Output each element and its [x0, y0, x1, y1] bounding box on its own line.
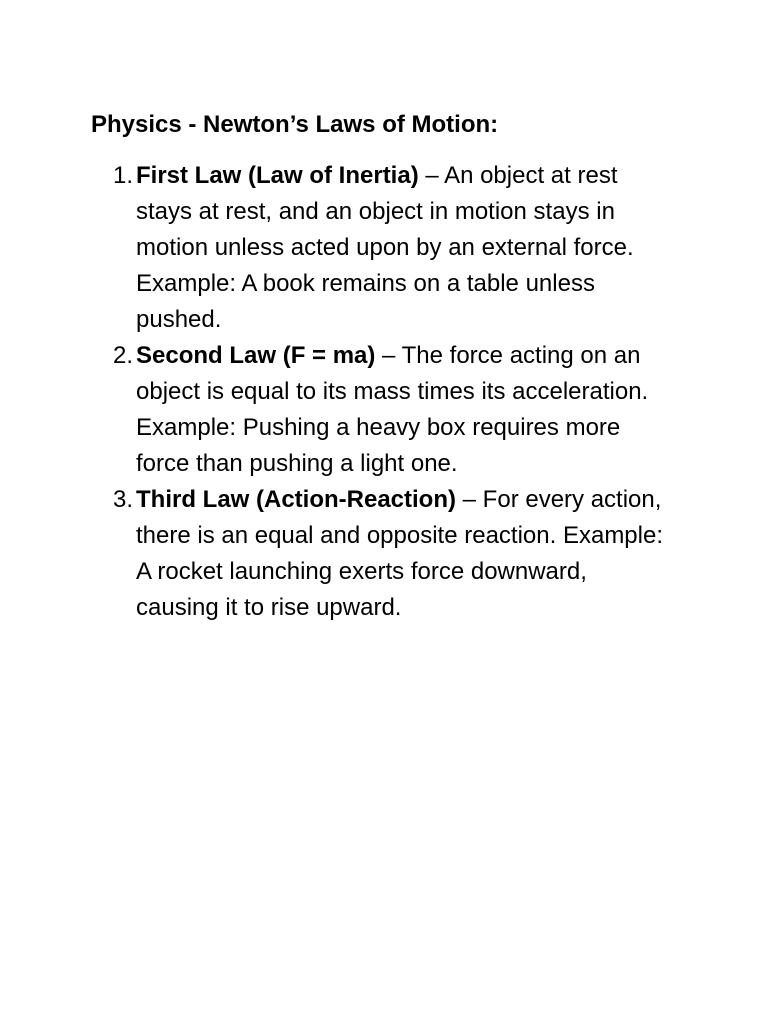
- list-item-second-law: [0, 338, 768, 482]
- law-text: [136, 158, 676, 338]
- law-description: – An object at rest stays at rest, and an object in motion stays in motion unless acted upon by an external force. Example: A book remains on a table unless pushed.: [136, 162, 634, 333]
- document-title: Physics - Newton’s Laws of Motion:: [91, 111, 499, 138]
- list-item-third-law: [0, 482, 768, 626]
- list-item-first-law: [0, 158, 768, 338]
- law-text: [136, 482, 676, 626]
- law-description: – The force acting on an object is equal to its mass times its acceleration. Example: Pushing a heavy box requires more force than pushing a light one.: [136, 342, 649, 477]
- law-name: Second Law (F = ma): [136, 342, 376, 369]
- law-text: [136, 338, 676, 482]
- law-description: – For every action, there is an equal and opposite reaction. Example: A rocket launching exerts force downward, causing it to rise upward.: [136, 486, 664, 621]
- list-number: 1.: [113, 162, 134, 189]
- law-name: First Law (Law of Inertia): [136, 162, 419, 189]
- list-number: 2.: [113, 342, 134, 369]
- list-number: 3.: [113, 486, 134, 513]
- laws-list: [0, 158, 768, 626]
- law-name: Third Law (Action-Reaction): [136, 486, 456, 513]
